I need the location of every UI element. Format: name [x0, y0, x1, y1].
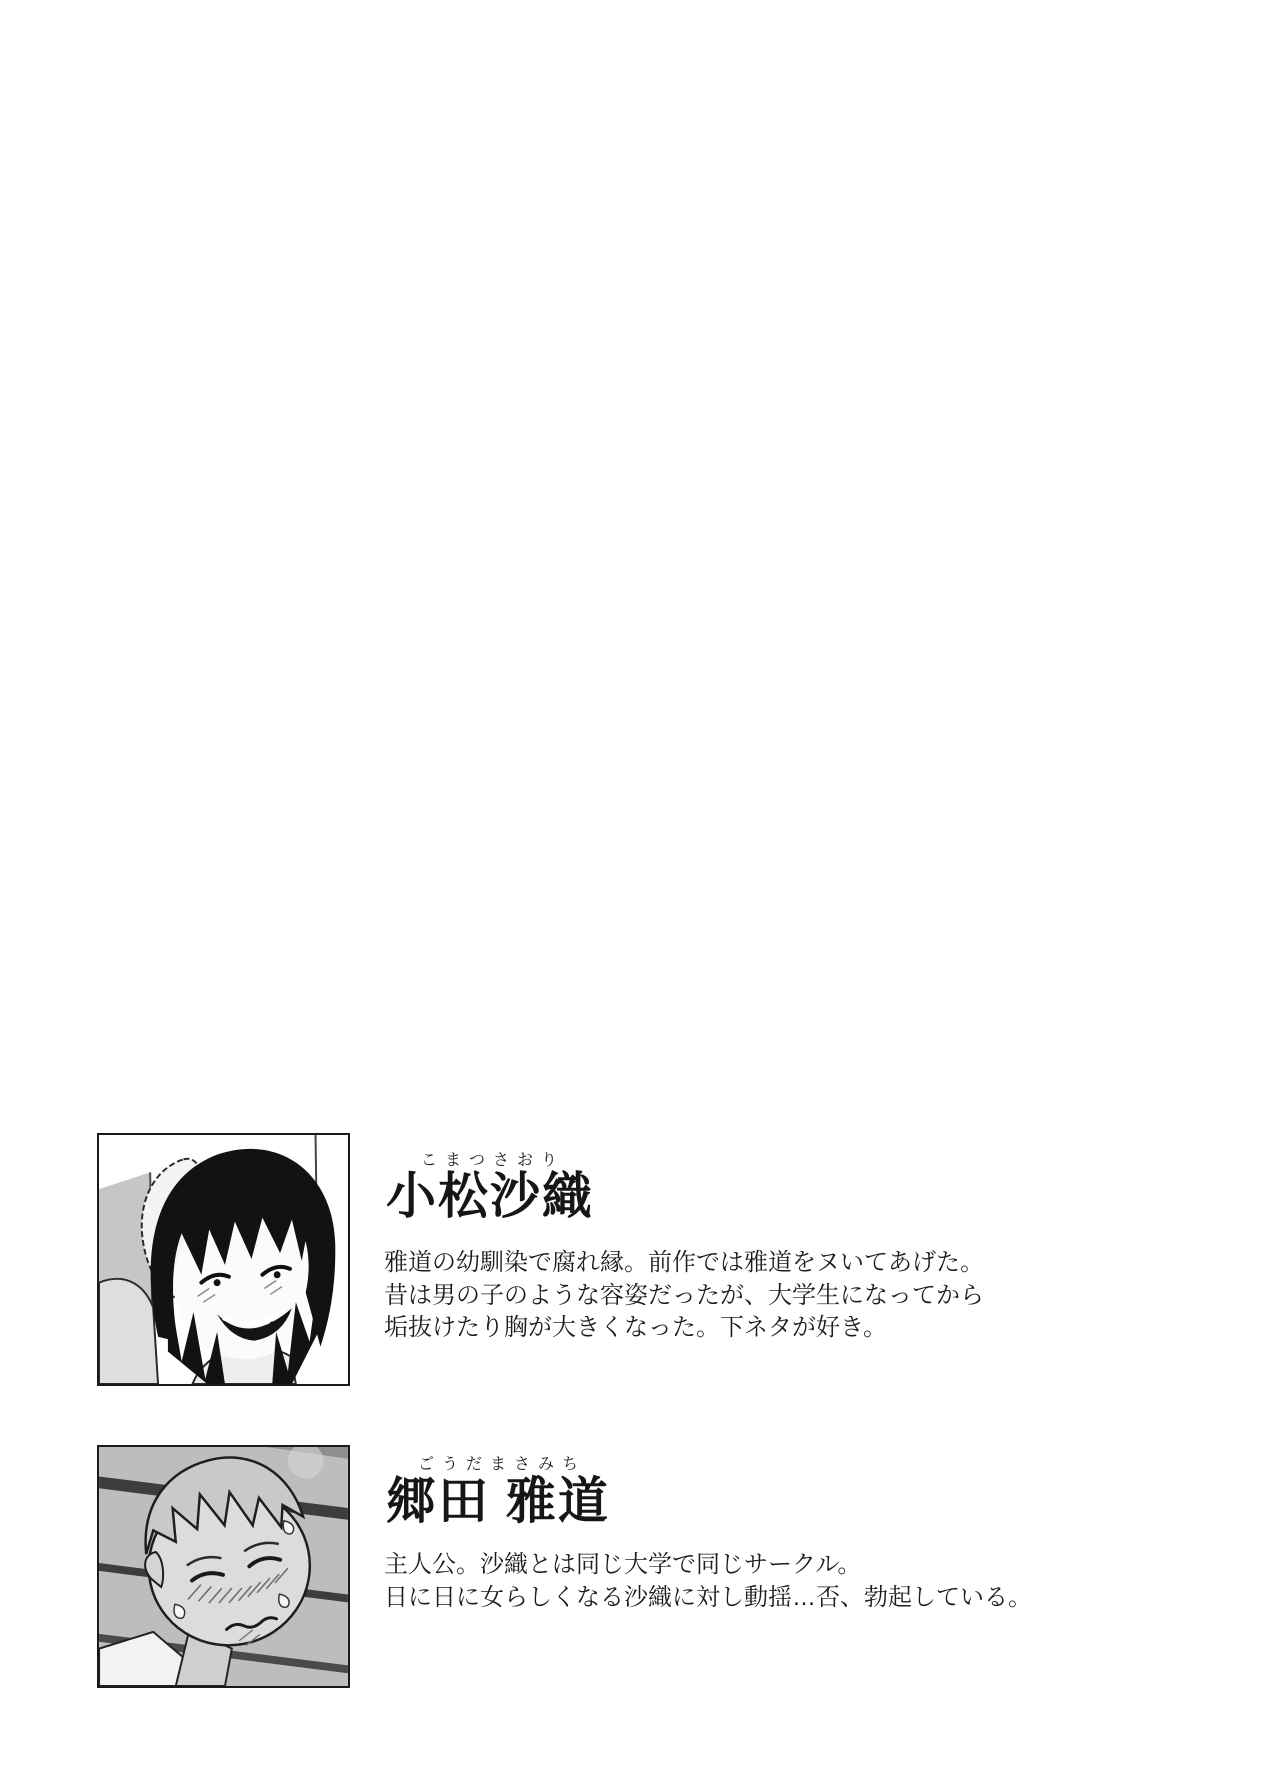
masamichi-name: 郷田 雅道	[386, 1473, 610, 1529]
saori-name: 小松沙織	[386, 1168, 594, 1224]
saori-description-line-3: 垢抜けたり胸が大きくなった。下ネタが好き。	[384, 1314, 888, 1341]
saori-description-line-2: 昔は男の子のような容姿だったが、大学生になってから	[384, 1281, 984, 1309]
masamichi-description-line-2: 日に日に女らしくなる沙織に対し動揺…否、勃起している。	[384, 1583, 1032, 1611]
saori-portrait-frame	[97, 1133, 350, 1386]
masamichi-portrait-image	[99, 1447, 348, 1686]
saori-description-line-1: 雅道の幼馴染で腐れ縁。前作では雅道をヌいてあげた。	[384, 1249, 984, 1276]
saori-portrait-image	[99, 1135, 348, 1384]
masamichi-portrait-frame	[97, 1445, 350, 1688]
masamichi-description	[384, 1549, 1032, 1614]
saori-furigana: こまつさおり	[420, 1152, 565, 1169]
masamichi-furigana: ごうだまさみち	[417, 1456, 586, 1473]
saori-description	[384, 1247, 984, 1345]
masamichi-description-line-1: 主人公。沙織とは同じ大学で同じサークル。	[384, 1551, 862, 1578]
